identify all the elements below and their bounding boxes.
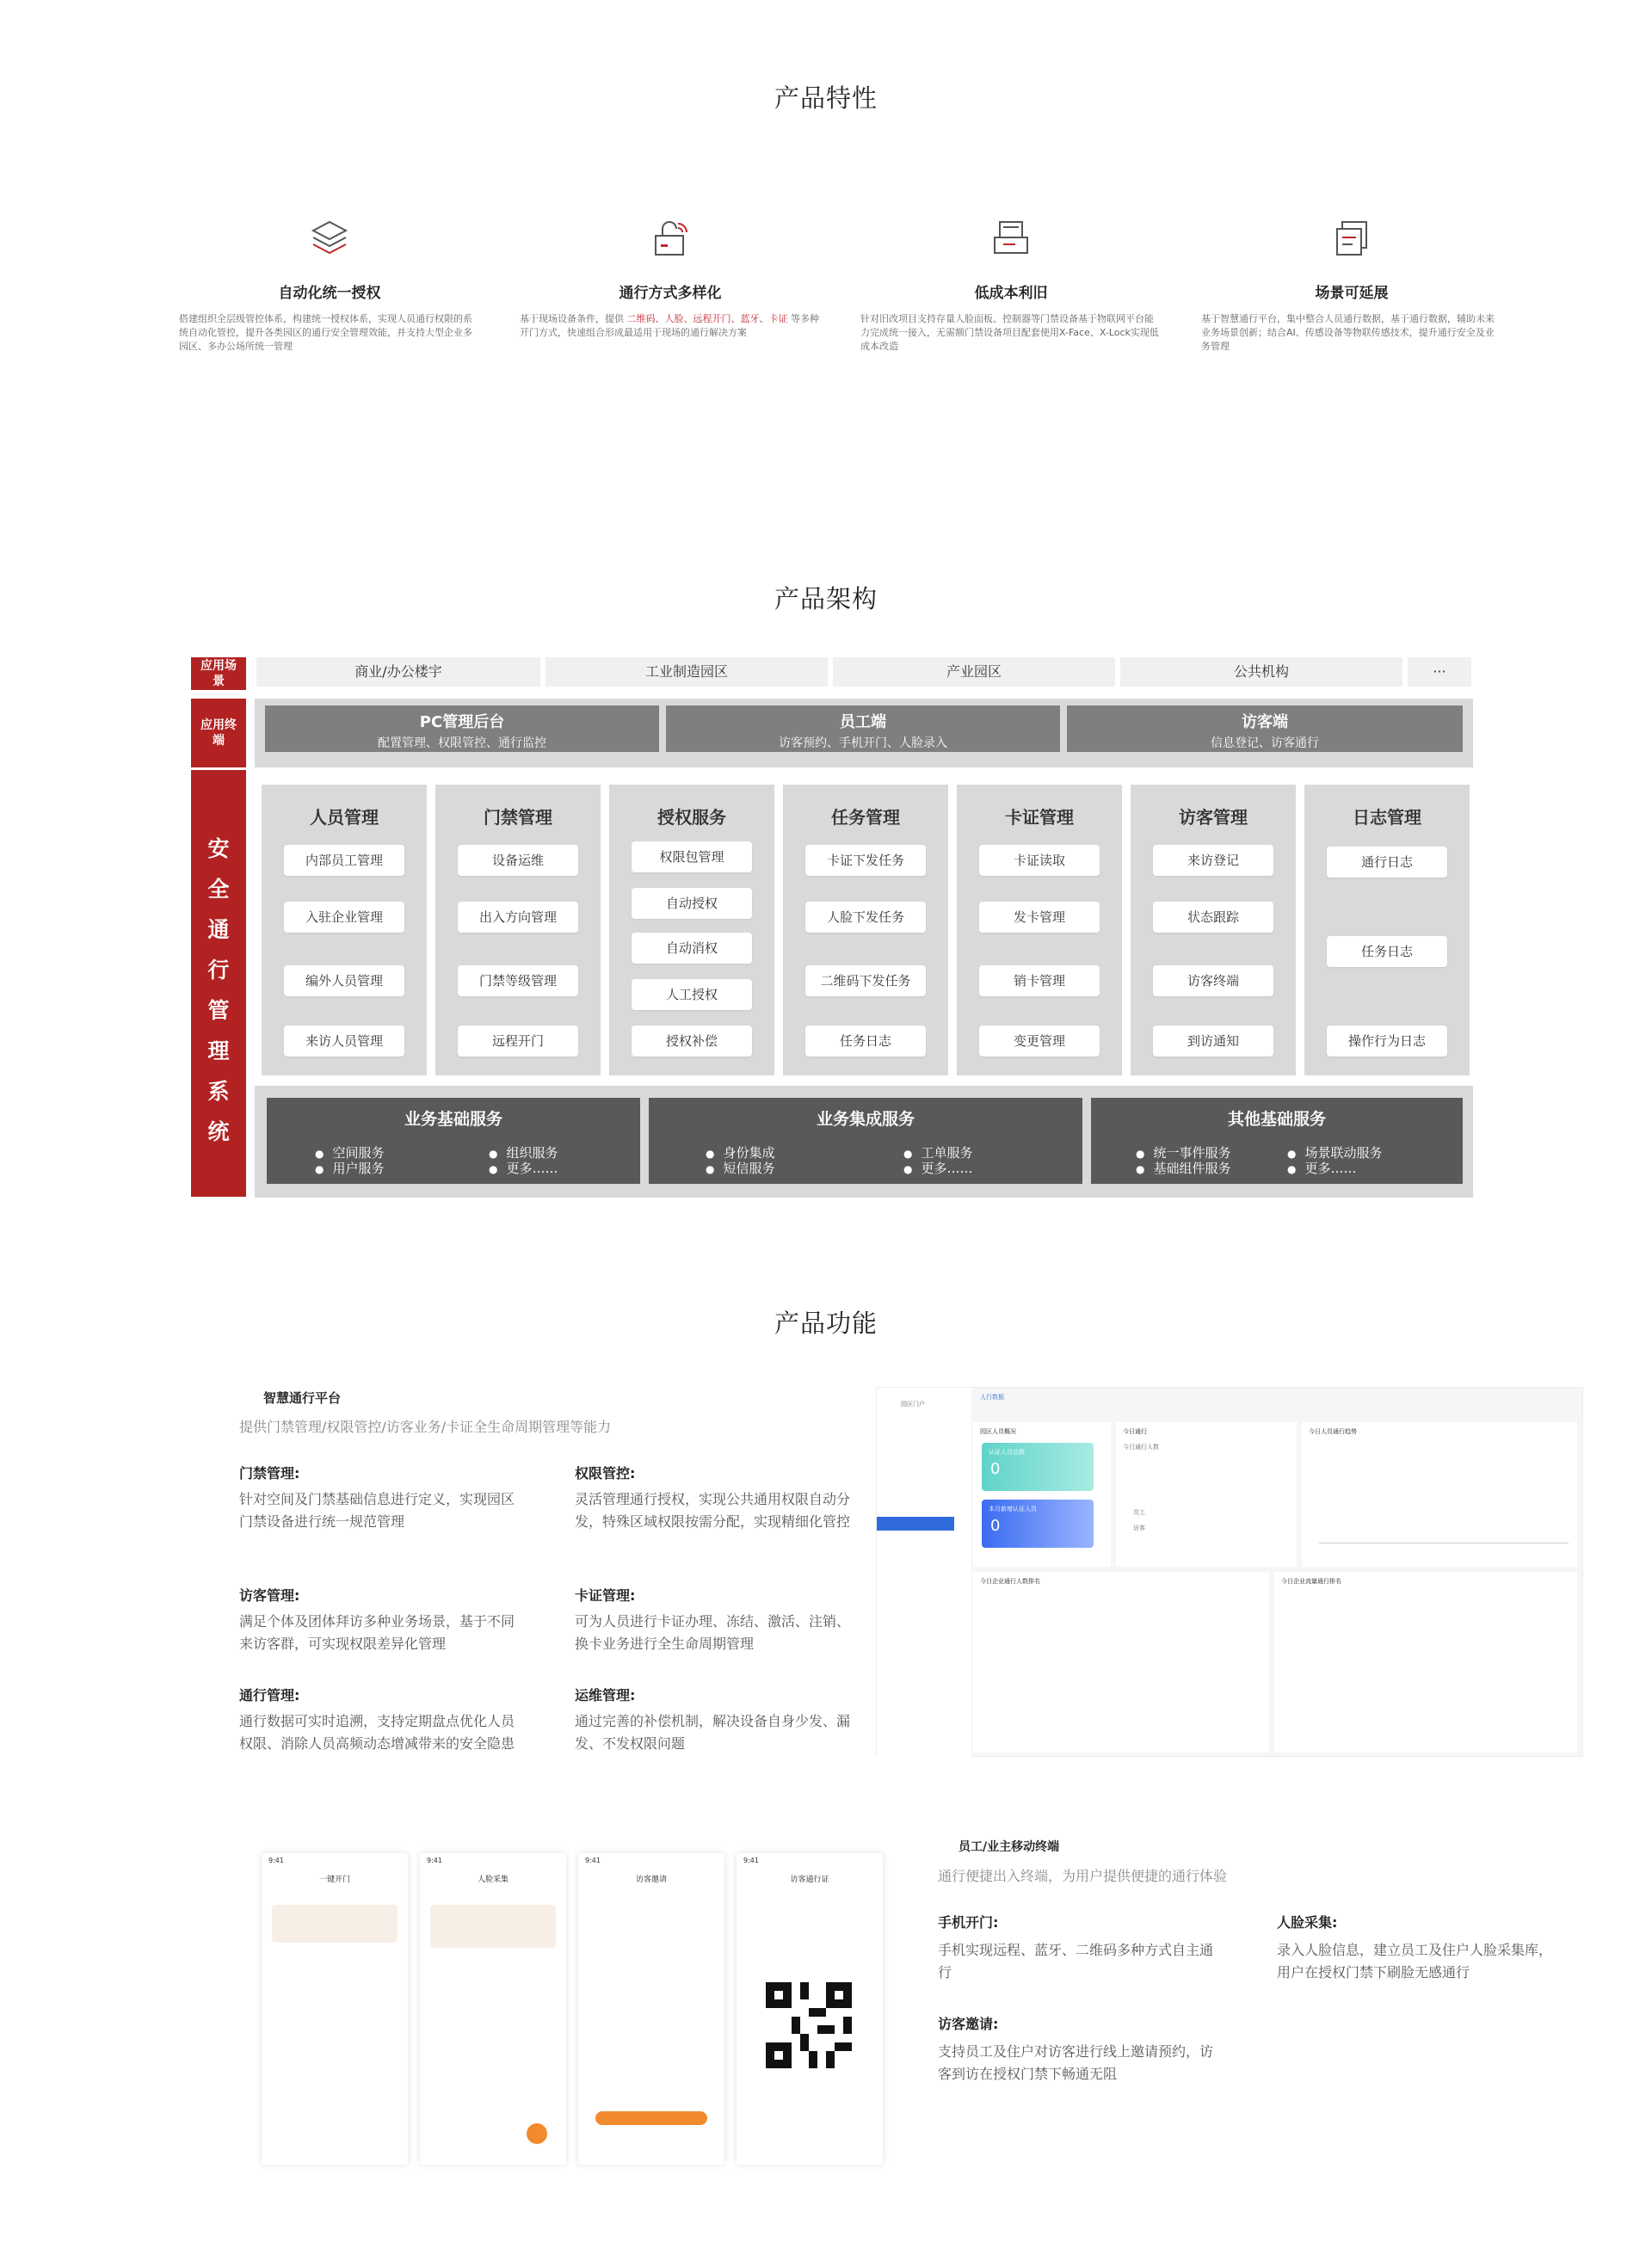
module-item: 通行日志 xyxy=(1327,847,1447,878)
module-item: 内部员工管理 xyxy=(284,845,404,876)
terminal-employee: 员工端 访客预约、手机开门、人脸录入 xyxy=(666,705,1060,752)
platform-block-title: 权限管控: xyxy=(575,1465,636,1482)
module-3 xyxy=(609,785,774,1075)
dash-table: 今日企业通行人数排名 xyxy=(973,1572,1269,1753)
platform-block-title: 通行管理: xyxy=(239,1687,300,1703)
service-other: 其他基础服务 ● 统一事件服务 ● 场景联动服务 ● 基础组件服务 ● 更多…… xyxy=(1091,1098,1463,1184)
label-system: 安 全 通 行 管 理 系 统 xyxy=(191,770,246,1197)
submit-button[interactable] xyxy=(595,2111,707,2125)
module-title: 访客管理 xyxy=(1179,807,1248,828)
label-terminal: 应用终端 xyxy=(191,699,246,767)
mobile-subtitle: 通行便捷出入终端，为用户提供便捷的通行体验 xyxy=(938,1868,1228,1884)
dash-table: 今日企业流量通行排名 xyxy=(1274,1572,1577,1753)
mobile-block-title: 人脸采集: xyxy=(1277,1914,1338,1931)
terminal-visitor: 访客端 信息登记、访客通行 xyxy=(1067,705,1463,752)
add-button[interactable] xyxy=(527,2123,547,2144)
feature-access-methods xyxy=(511,213,829,340)
feature-title: 场景可延展 xyxy=(1315,285,1389,302)
module-item: 编外人员管理 xyxy=(284,965,404,996)
module-item: 变更管理 xyxy=(979,1026,1100,1057)
feature-desc: 基于现场设备条件，提供 二维码、人脸、远程开门、蓝牙、卡证 等多种开门方式，快速组合形成最适用于现场的通行解决方案 xyxy=(520,313,819,338)
mobile-block-title: 访客邀请: xyxy=(938,2016,999,2032)
feature-title: 通行方式多样化 xyxy=(619,285,722,302)
feature-extensible xyxy=(1193,213,1511,354)
module-item: 访客终端 xyxy=(1153,965,1273,996)
module-item: 自动授权 xyxy=(632,888,752,919)
module-item: 状态跟踪 xyxy=(1153,902,1273,933)
module-item: 出入方向管理 xyxy=(458,902,578,933)
module-item: 人脸下发任务 xyxy=(805,902,926,933)
module-title: 授权服务 xyxy=(657,807,726,828)
sidebar-active xyxy=(877,1517,954,1531)
module-item: 发卡管理 xyxy=(979,902,1100,933)
module-2 xyxy=(435,785,601,1075)
module-title: 任务管理 xyxy=(831,807,900,828)
feature-low-cost xyxy=(852,213,1170,354)
feature-title: 自动化统一授权 xyxy=(278,285,381,302)
dash-breadcrumb: 人行数据 xyxy=(980,1394,1004,1401)
dash-chart: 今日人员通行趋势 xyxy=(1302,1422,1577,1567)
phone-visitor-invite: 9:41 访客邀请 xyxy=(578,1853,724,2165)
dashboard-screenshot xyxy=(876,1387,1583,1757)
printer-icon xyxy=(986,213,1036,263)
label-scene: 应用场景 xyxy=(191,657,246,690)
platform-block-text: 通过完善的补偿机制，解决设备自身少发、漏发、不发权限问题 xyxy=(575,1713,851,1752)
section-title-architecture: 产品架构 xyxy=(774,584,878,613)
mobile-block-text: 录入人脸信息，建立员工及住户人脸采集库，用户在授权门禁下刷脸无感通行 xyxy=(1277,1942,1553,1981)
terminal-pc: PC管理后台 配置管理、权限管控、通行监控 xyxy=(265,705,659,752)
service-integration: 业务集成服务 ● 身份集成 ● 工单服务 ● 短信服务 ● 更多…… xyxy=(649,1098,1082,1184)
platform-block-title: 访客管理: xyxy=(239,1587,300,1604)
dash-card: 园区人员概况 认证人员总数 0 本月新增认证人员 0 xyxy=(973,1422,1111,1567)
module-item: 卡证下发任务 xyxy=(805,845,926,876)
scene-item: 公共机构 xyxy=(1120,657,1402,687)
module-item: 权限包管理 xyxy=(632,841,752,872)
module-item: 门禁等级管理 xyxy=(458,965,578,996)
platform-block-text: 针对空间及门禁基础信息进行定义，实现园区门禁设备进行统一规范管理 xyxy=(239,1491,515,1530)
platform-block-text: 灵活管理通行授权，实现公共通用权限自动分发，特殊区域权限按需分配，实现精细化管控 xyxy=(575,1491,851,1530)
module-6 xyxy=(1131,785,1296,1075)
module-1 xyxy=(262,785,427,1075)
module-title: 人员管理 xyxy=(310,807,379,828)
module-item: 远程开门 xyxy=(458,1026,578,1057)
mobile-title: 员工/业主移动终端 xyxy=(959,1840,1060,1854)
platform-block-text: 通行数据可实时追溯，支持定期盘点优化人员权限、消除人员高频动态增减带来的安全隐患 xyxy=(239,1713,515,1752)
platform-subtitle: 提供门禁管理/权限管控/访客业务/卡证全生命周期管理等能力 xyxy=(239,1419,612,1435)
feature-desc: 针对旧改项目支持存量人脸面板、控制器等门禁设备基于物联网平台能力完成统一接入，无需额门禁设备项目配套使用X-Face、X-Lock实现低成本改造 xyxy=(860,313,1159,352)
platform-block-text: 可为人员进行卡证办理、冻结、激活、注销、换卡业务进行全生命周期管理 xyxy=(575,1613,851,1652)
lock-signal-icon xyxy=(645,213,695,263)
platform-block-title: 卡证管理: xyxy=(575,1587,636,1604)
module-item: 到访通知 xyxy=(1153,1026,1273,1057)
module-item: 人工授权 xyxy=(632,979,752,1010)
module-7 xyxy=(1304,785,1470,1075)
feature-automation xyxy=(170,213,489,354)
section-title-features: 产品特性 xyxy=(774,83,878,113)
module-item: 来访登记 xyxy=(1153,845,1273,876)
platform-block-title: 运维管理: xyxy=(575,1687,636,1703)
module-item: 设备运维 xyxy=(458,845,578,876)
phone-open-door: 9:41 一键开门 xyxy=(262,1853,408,2165)
mobile-block-text: 支持员工及住户对访客进行线上邀请预约，访客到访在授权门禁下畅通无阻 xyxy=(938,2043,1214,2082)
module-item: 卡证读取 xyxy=(979,845,1100,876)
scene-item: 商业/办公楼宇 xyxy=(256,657,540,687)
module-title: 门禁管理 xyxy=(484,807,552,828)
module-item: 来访人员管理 xyxy=(284,1026,404,1057)
phone-visitor-pass: 9:41 访客通行证 xyxy=(737,1853,883,2165)
module-item: 销卡管理 xyxy=(979,965,1100,996)
module-title: 卡证管理 xyxy=(1005,807,1074,828)
scene-item: 产业园区 xyxy=(833,657,1115,687)
module-title: 日志管理 xyxy=(1353,807,1421,828)
scene-item: 工业制造园区 xyxy=(546,657,828,687)
feature-desc: 基于智慧通行平台，集中整合人员通行数据，基于通行数据，辅助未来业务场景创新；结合AI、传感设备等物联传感技术，提升通行安全及业务管理 xyxy=(1201,313,1495,352)
qr-code-icon xyxy=(766,1982,852,2068)
dashboard-sidebar: 园区门户 xyxy=(877,1388,971,1758)
phone-face-capture: 9:41 人脸采集 xyxy=(420,1853,566,2165)
feature-title: 低成本利旧 xyxy=(974,285,1048,302)
layers-icon xyxy=(305,213,354,263)
mobile-block-text: 手机实现远程、蓝牙、二维码多种方式自主通行 xyxy=(938,1942,1214,1981)
module-item: 任务日志 xyxy=(1327,936,1447,967)
feature-desc: 搭建组织全层级管控体系，构建统一授权体系，实现人员通行权限的系统自动化管控，提升各类园区的通行安全管理效能，并支持大型企业多园区、多办公场所统一管理 xyxy=(179,313,472,352)
module-item: 入驻企业管理 xyxy=(284,902,404,933)
dash-card: 今日通行 今日通行人数 员工 访客 xyxy=(1116,1422,1297,1567)
module-item: 授权补偿 xyxy=(632,1026,752,1057)
module-item: 自动消权 xyxy=(632,933,752,964)
module-item: 二维码下发任务 xyxy=(805,965,926,996)
mobile-block-title: 手机开门: xyxy=(938,1914,999,1931)
scene-more: ··· xyxy=(1408,657,1471,687)
module-item: 任务日志 xyxy=(805,1026,926,1057)
service-basic: 业务基础服务 ● 空间服务 ● 组织服务 ● 用户服务 ● 更多…… xyxy=(267,1098,640,1184)
stat-card-certified: 认证人员总数 0 xyxy=(982,1443,1094,1491)
module-item: 操作行为日志 xyxy=(1327,1026,1447,1057)
platform-block-text: 满足个体及团体拜访多种业务场景，基于不同来访客群，可实现权限差异化管理 xyxy=(239,1613,515,1652)
module-4 xyxy=(783,785,948,1075)
stack-doc-icon xyxy=(1327,213,1377,263)
platform-title: 智慧通行平台 xyxy=(263,1390,342,1406)
module-5 xyxy=(957,785,1122,1075)
section-title-functions: 产品功能 xyxy=(774,1309,878,1338)
platform-block-title: 门禁管理: xyxy=(239,1465,300,1482)
stat-card-new: 本月新增认证人员 0 xyxy=(982,1500,1094,1548)
